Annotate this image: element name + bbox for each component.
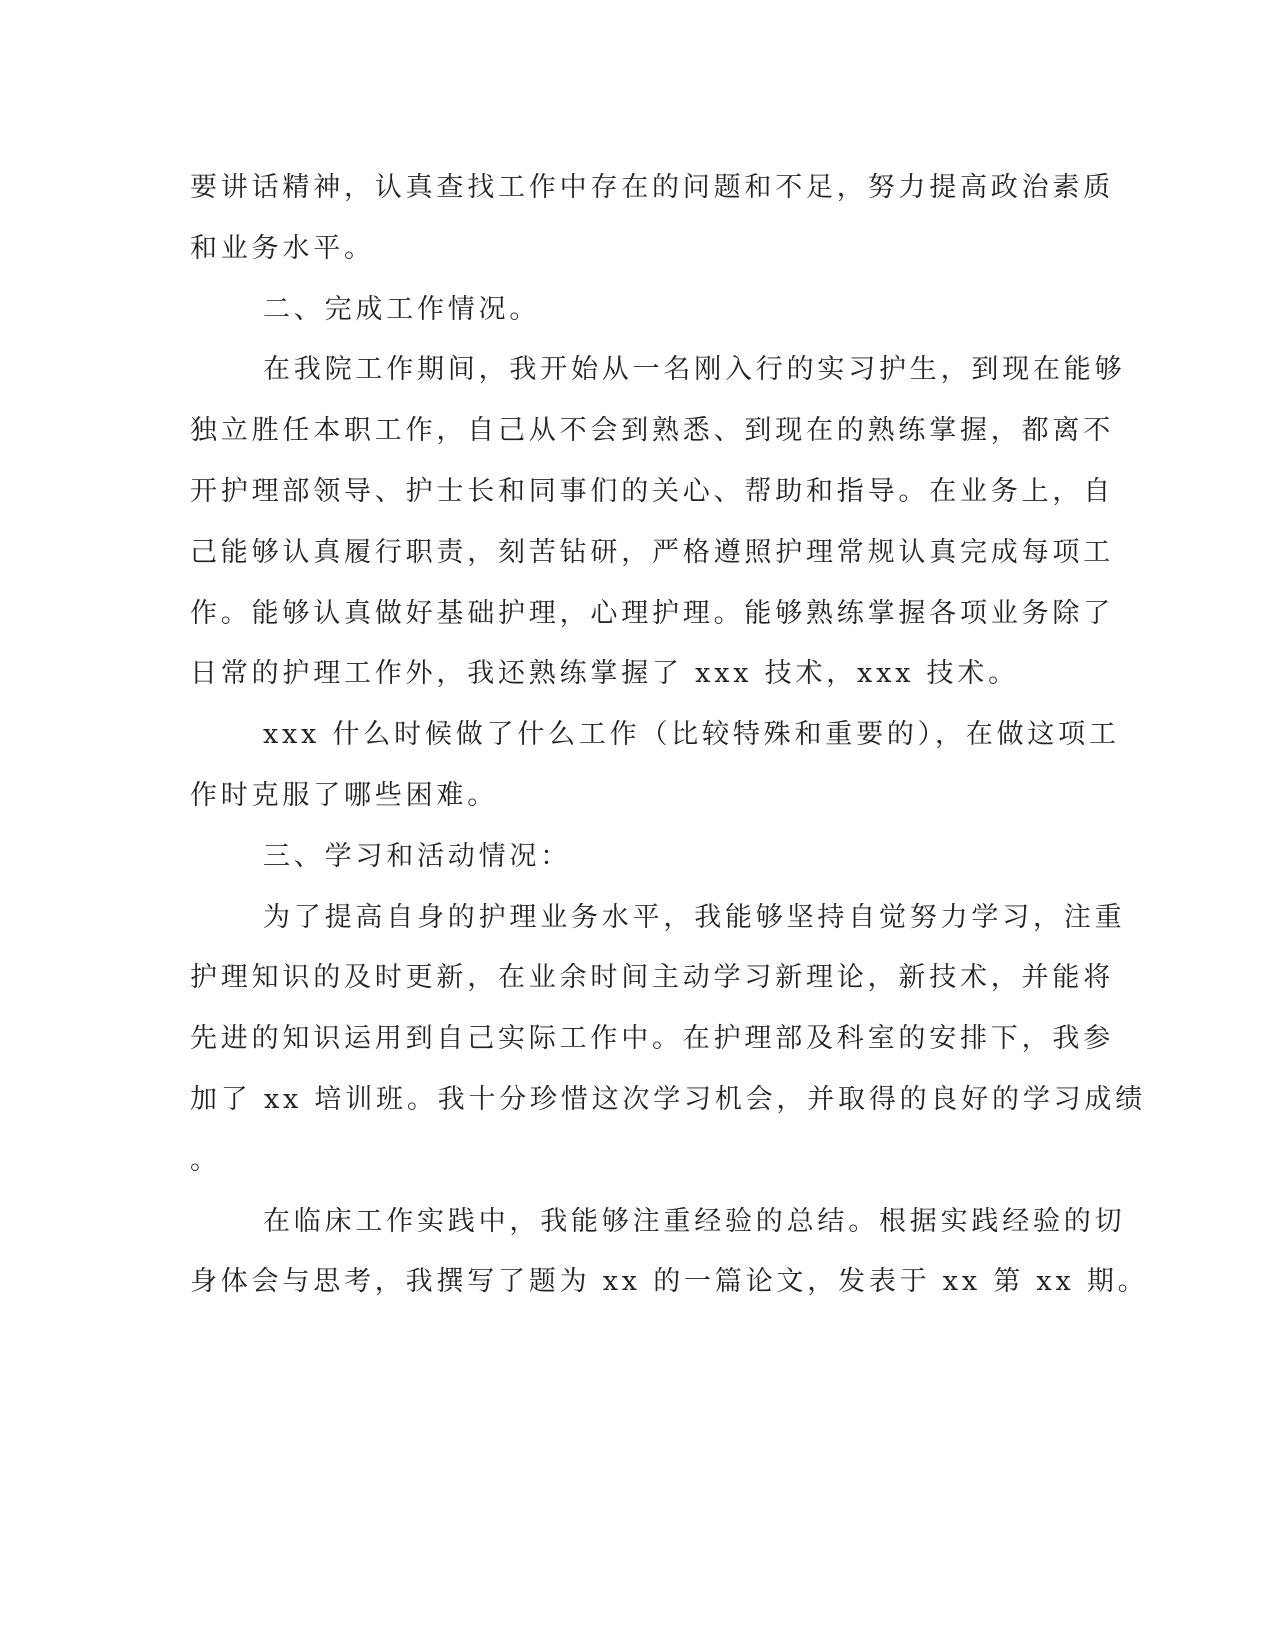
section-heading-3: 三、学习和活动情况： — [263, 840, 571, 872]
text-line-10: xxx 什么时候做了什么工作（比较特殊和重要的），在做这项工 — [263, 719, 1120, 751]
text-line-19: 身体会与思考，我撰写了题为 xx 的一篇论文，发表于 xx 第 xx 期。 — [190, 1266, 1149, 1298]
text-line-9: 日常的护理工作外，我还熟练掌握了 xxx 技术，xxx 技术。 — [190, 658, 1019, 690]
text-line-15: 先进的知识运用到自己实际工作中。在护理部及科室的安排下，我参 — [190, 1023, 1114, 1055]
text-line-18: 在临床工作实践中，我能够注重经验的总结。根据实践经验的切 — [263, 1205, 1126, 1237]
text-line-2: 和业务水平。 — [190, 232, 375, 264]
text-line-6: 开护理部领导、护士长和同事们的关心、帮助和指导。在业务上，自 — [190, 475, 1114, 507]
text-line-13: 为了提高自身的护理业务水平，我能够坚持自觉努力学习，注重 — [263, 901, 1126, 933]
text-line-4: 在我院工作期间，我开始从一名刚入行的实习护生，到现在能够 — [263, 354, 1126, 386]
text-line-17: 。 — [190, 1144, 221, 1176]
text-line-1: 要讲话精神，认真查找工作中存在的问题和不足，努力提高政治素质 — [190, 172, 1114, 203]
text-line-16: 加了 xx 培训班。我十分珍惜这次学习机会，并取得的良好的学习成绩 — [190, 1083, 1147, 1115]
text-line-5: 独立胜任本职工作，自己从不会到熟悉、到现在的熟练掌握，都离不 — [190, 415, 1114, 447]
text-line-14: 护理知识的及时更新，在业余时间主动学习新理论，新技术，并能将 — [190, 962, 1114, 994]
text-line-7: 己能够认真履行职责，刻苦钻研，严格遵照护理常规认真完成每项工 — [190, 536, 1114, 568]
document-body — [190, 158, 1149, 1313]
text-line-11: 作时克服了哪些困难。 — [190, 779, 498, 811]
section-heading-2: 二、完成工作情况。 — [263, 293, 541, 325]
text-line-8: 作。能够认真做好基础护理，心理护理。能够熟练掌握各项业务除了 — [190, 597, 1114, 629]
